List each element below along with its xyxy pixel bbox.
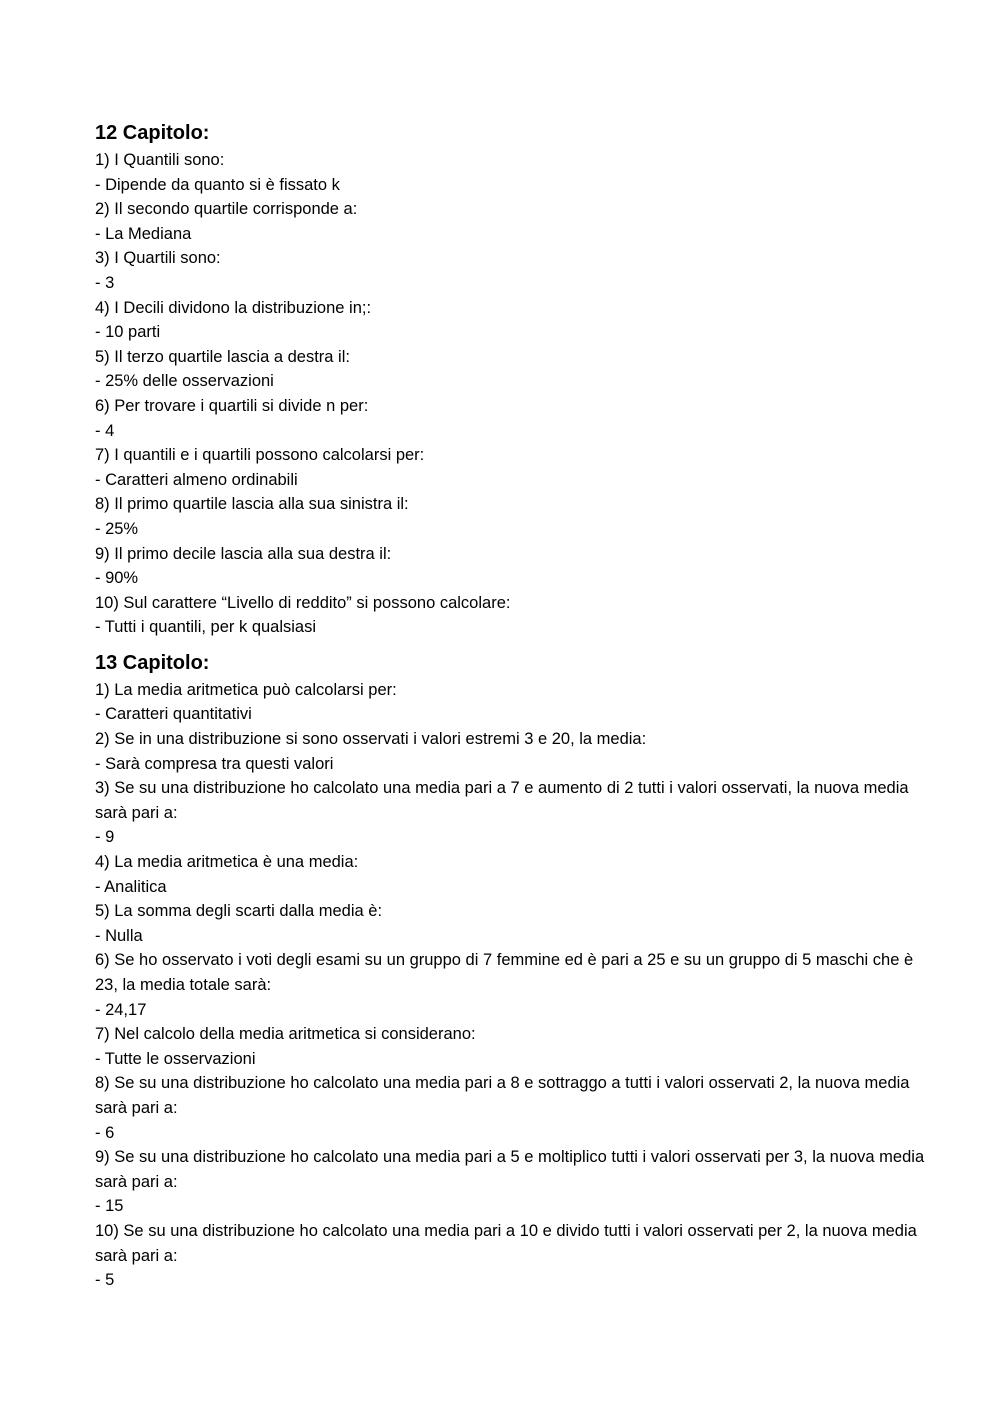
question-text: 8) Il primo quartile lascia alla sua sinistra il: [95, 495, 409, 514]
quiz-item [95, 591, 925, 640]
answer-text: - 25% delle osservazioni [95, 372, 274, 391]
question-text: 7) Nel calcolo della media aritmetica si considerano: [95, 1025, 476, 1044]
question-text: 2) Il secondo quartile corrisponde a: [95, 200, 358, 219]
quiz-item [95, 197, 925, 246]
answer-text: - 3 [95, 273, 115, 292]
answer-text: - 90% [95, 569, 139, 588]
quiz-item [95, 776, 925, 850]
quiz-item [95, 678, 925, 727]
answer-text: - 4 [95, 421, 115, 440]
answer-text: - Tutte le osservazioni [95, 1049, 256, 1068]
answer-text: - Nulla [95, 926, 143, 945]
question-text: 3) I Quartili sono: [95, 249, 221, 268]
question-text: 8) Se su una distribuzione ho calcolato una media pari a 8 e sottraggo a tutti i valori osservati 2, la nuova media sarà pari a: [95, 1074, 910, 1117]
answer-text: - 5 [95, 1271, 115, 1290]
question-text: 1) La media aritmetica può calcolarsi per: [95, 680, 397, 699]
quiz-item [95, 492, 925, 541]
chapter-title: 12 Capitolo: [95, 122, 210, 144]
quiz-item [95, 394, 925, 443]
question-text: 6) Per trovare i quartili si divide n per: [95, 396, 369, 415]
answer-text: - Tutti i quantili, per k qualsiasi [95, 618, 317, 637]
quiz-item [95, 1071, 925, 1145]
quiz-item [95, 1022, 925, 1071]
chapter-12 [95, 118, 925, 640]
quiz-item [95, 948, 925, 1022]
answer-text: - 6 [95, 1123, 115, 1142]
quiz-item [95, 148, 925, 197]
quiz-item [95, 899, 925, 948]
question-text: 3) Se su una distribuzione ho calcolato una media pari a 7 e aumento di 2 tutti i valori osservati, la nuova media sarà pari a: [95, 779, 909, 822]
question-text: 2) Se in una distribuzione si sono osservati i valori estremi 3 e 20, la media: [95, 730, 647, 749]
answer-text: - Caratteri quantitativi [95, 705, 252, 724]
quiz-item [95, 1145, 925, 1219]
answer-text: - La Mediana [95, 224, 192, 243]
question-text: 5) Il terzo quartile lascia a destra il: [95, 347, 350, 366]
answer-text: - 25% [95, 519, 139, 538]
quiz-item [95, 443, 925, 492]
question-text: 7) I quantili e i quartili possono calcolarsi per: [95, 446, 425, 465]
quiz-item [95, 850, 925, 899]
quiz-item [95, 727, 925, 776]
question-text: 9) Se su una distribuzione ho calcolato una media pari a 5 e moltiplico tutti i valori osservati per 3, la nuova media sarà pari a: [95, 1148, 925, 1191]
answer-text: - Dipende da quanto si è fissato k [95, 175, 340, 194]
chapter-title: 13 Capitolo: [95, 651, 210, 674]
answer-text: - Sarà compresa tra questi valori [95, 754, 334, 773]
question-text: 4) La media aritmetica è una media: [95, 853, 359, 872]
question-text: 10) Sul carattere “Livello di reddito” si possono calcolare: [95, 593, 511, 612]
quiz-item [95, 1219, 925, 1293]
answer-text: - 15 [95, 1197, 124, 1216]
quiz-item [95, 296, 925, 345]
question-text: 9) Il primo decile lascia alla sua destra il: [95, 544, 392, 563]
question-text: 1) I Quantili sono: [95, 151, 225, 169]
question-text: 4) I Decili dividono la distribuzione in;: [95, 298, 372, 317]
chapter-13 [95, 648, 925, 1293]
question-text: 6) Se ho osservato i voti degli esami su un gruppo di 7 femmine ed è pari a 25 e su un gruppo di 5 maschi che è 23, la media totale sarà: [95, 951, 914, 994]
question-text: 10) Se su una distribuzione ho calcolato una media pari a 10 e divido tutti i valori osservati per 2, la nuova media sarà pari a: [95, 1221, 917, 1265]
quiz-item [95, 345, 925, 394]
answer-text: - Caratteri almeno ordinabili [95, 470, 298, 489]
document-page [95, 118, 925, 1293]
quiz-item [95, 246, 925, 295]
answer-text: - 24,17 [95, 1000, 147, 1019]
answer-text: - 9 [95, 828, 115, 847]
answer-text: - Analitica [95, 877, 167, 896]
question-text: 5) La somma degli scarti dalla media è: [95, 902, 383, 921]
quiz-item [95, 542, 925, 591]
answer-text: - 10 parti [95, 323, 161, 342]
